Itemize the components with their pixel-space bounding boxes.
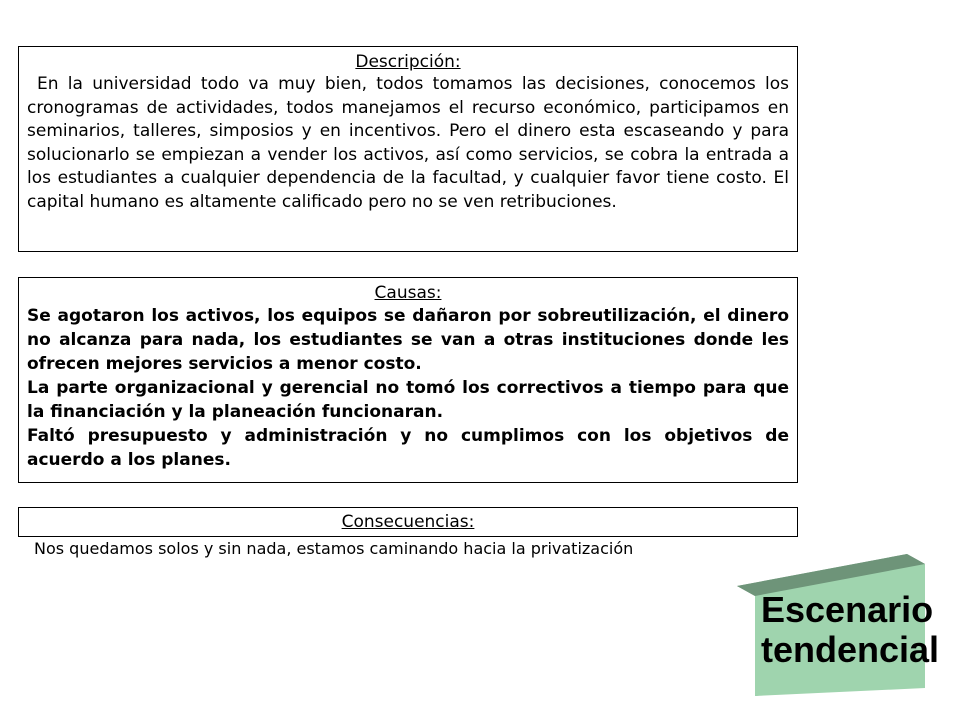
descripcion-title: Descripción: — [355, 52, 461, 72]
consecuencias-text: Nos quedamos solos y sin nada, estamos caminando hacia la privatización — [34, 539, 634, 558]
causas-paragraph-1: Se agotaron los activos, los equipos se dañaron por sobreutilización, el dinero no alcanza para nada, los estudiantes se van a otras instituciones donde les ofrecen mejores servicios a menor costo. — [27, 306, 789, 374]
consecuencias-box — [18, 507, 798, 537]
causas-paragraph-2: La parte organizacional y gerencial no tomó los correctivos a tiempo para que la financiación y la planeación funcionaran. — [27, 378, 789, 422]
scenario-label — [761, 590, 939, 670]
consecuencias-title: Consecuencias: — [341, 512, 475, 532]
descripcion-box — [18, 46, 798, 252]
descripcion-text: En la universidad todo va muy bien, todos tomamos las decisiones, conocemos los cronogramas de actividades, todos manejamos el recurso económico, participamos en seminarios, talleres, simposios y en incentivos. Pero el dinero esta escaseando y para solucionarlo se empiezan a vender los activos, así como servicios, se cobra la entrada a los estudiantes a cualquier dependencia de la facultad, y cualquier favor tiene costo. El capital humano es altamente calificado pero no se ven retribuciones. — [27, 74, 789, 212]
scenario-block — [737, 554, 952, 699]
causas-title: Causas: — [374, 283, 442, 303]
causas-box — [18, 277, 798, 483]
scenario-label-line2: tendencial — [761, 629, 940, 670]
scenario-label-line1: Escenario — [761, 589, 934, 630]
causas-paragraph-3: Faltó presupuesto y administración y no cumplimos con los objetivos de acuerdo a los planes. — [27, 426, 789, 470]
